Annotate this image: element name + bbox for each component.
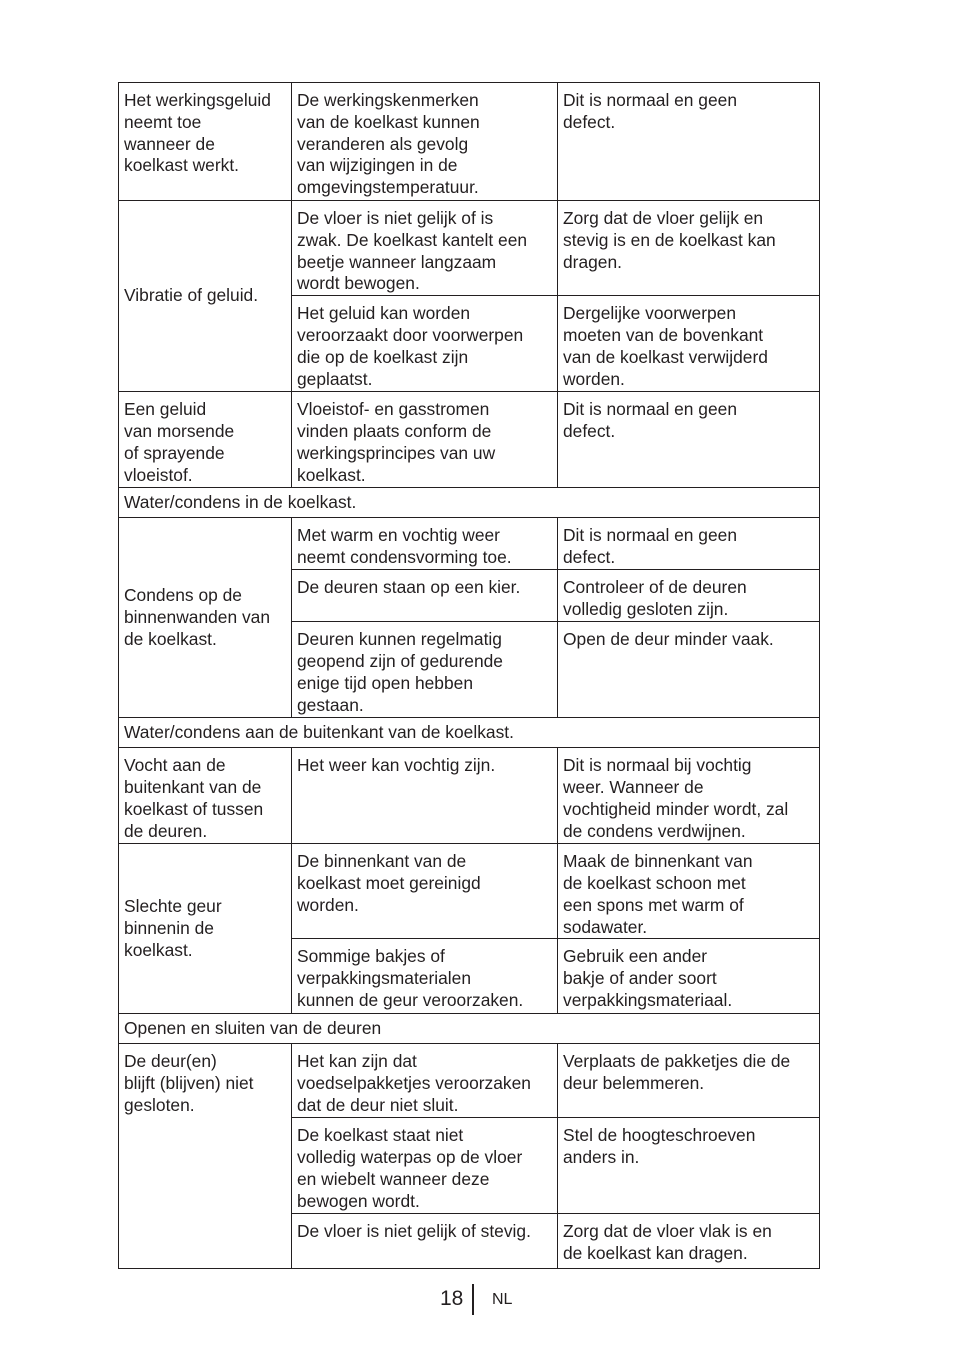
solution-cell (558, 939, 820, 1014)
cause-text: De deuren staan op een kier. (297, 577, 521, 598)
table-row (119, 748, 820, 844)
cause-cell (292, 1044, 558, 1118)
section-header-row (119, 1014, 820, 1044)
solution-text: Controleer of de deuren volledig gesloten zijn. (563, 577, 747, 619)
solution-cell (558, 296, 820, 392)
table-row (119, 844, 820, 939)
problem-cell (119, 201, 292, 392)
solution-cell (558, 518, 820, 570)
solution-text: Zorg dat de vloer vlak is en de koelkast kan dragen. (563, 1221, 772, 1264)
cause-cell (292, 939, 558, 1014)
section-title: Water/condens aan de buitenkant van de koelkast. (124, 722, 514, 743)
problem-text: Vocht aan de buitenkant van de koelkast of tussen de deuren. (124, 755, 264, 841)
cause-text: Deuren kunnen regelmatig geopend zijn of gedurende enige tijd open hebben gestaan. (297, 629, 503, 715)
language-code: NL (492, 1291, 513, 1308)
solution-text: Dit is normaal en geen defect. (563, 90, 737, 132)
problem-text: Condens op de binnenwanden van de koelkast. (124, 584, 271, 649)
cause-cell (292, 83, 558, 201)
cause-text: Het weer kan vochtig zijn. (297, 755, 496, 776)
cause-cell (292, 1214, 558, 1269)
page-number: 18 (440, 1287, 464, 1310)
problem-cell (119, 748, 292, 844)
table-row (119, 1044, 820, 1118)
cause-text: De vloer is niet gelijk of stevig. (297, 1221, 531, 1242)
solution-text: Dit is normaal bij vochtig weer. Wanneer de vochtigheid minder wordt, zal de condens verdwijnen. (563, 755, 789, 841)
solution-text: Dit is normaal en geen defect. (563, 399, 737, 441)
cause-cell (292, 570, 558, 622)
cause-text: De binnenkant van de koelkast moet gereinigd worden. (297, 851, 481, 915)
solution-text: Maak de binnenkant van de koelkast schoon met een spons met warm of sodawater. (563, 851, 753, 937)
solution-text: Stel de hoogteschroeven anders in. (563, 1125, 756, 1168)
problem-text: Vibratie of geluid. (124, 285, 259, 306)
page-footer (0, 1284, 954, 1316)
solution-cell (558, 1214, 820, 1269)
troubleshooting-table (118, 82, 820, 1269)
problem-cell (119, 518, 292, 718)
cause-cell (292, 518, 558, 570)
table-row (119, 392, 820, 488)
cause-cell (292, 844, 558, 939)
problem-text: Een geluid van morsende of sprayende vloeistof. (124, 399, 235, 485)
solution-cell (558, 201, 820, 296)
cause-cell (292, 622, 558, 718)
cause-text: Met warm en vochtig weer neemt condensvorming toe. (297, 525, 512, 567)
table-row (119, 518, 820, 570)
footer-divider (472, 1284, 474, 1315)
section-header-cell (119, 718, 820, 748)
section-header-row (119, 488, 820, 518)
cause-cell (292, 201, 558, 296)
section-title: Openen en sluiten van de deuren (124, 1018, 382, 1039)
solution-cell (558, 844, 820, 939)
problem-text: Het werkingsgeluid neemt toe wanneer de koelkast werkt. (124, 90, 271, 176)
solution-cell (558, 392, 820, 488)
cause-cell (292, 748, 558, 844)
cause-text: Het kan zijn dat voedselpakketjes veroorzaken dat de deur niet sluit. (297, 1051, 531, 1115)
solution-cell (558, 1044, 820, 1118)
problem-cell (119, 392, 292, 488)
cause-cell (292, 1118, 558, 1214)
cause-text: Sommige bakjes of verpakkingsmaterialen kunnen de geur veroorzaken. (297, 946, 524, 1010)
section-header-cell (119, 1014, 820, 1044)
solution-text: Verplaats de pakketjes die de deur belemmeren. (563, 1051, 791, 1094)
solution-text: Dergelijke voorwerpen moeten van de bovenkant van de koelkast verwijderd worden. (563, 303, 768, 389)
problem-cell (119, 844, 292, 1014)
problem-text: De deur(en) blijft (blijven) niet gesloten. (124, 1051, 254, 1115)
cause-cell (292, 296, 558, 392)
cause-text: De vloer is niet gelijk of is zwak. De koelkast kantelt een beetje wanneer langzaam wordt bewogen. (297, 208, 528, 294)
solution-text: Dit is normaal en geen defect. (563, 525, 737, 567)
cause-text: De koelkast staat niet volledig waterpas op de vloer en wiebelt wanneer deze bewogen wordt. (297, 1125, 523, 1211)
table-row (119, 83, 820, 201)
cause-text: Vloeistof- en gasstromen vinden plaats conform de werkingsprincipes van uw koelkast. (297, 399, 496, 485)
cause-text: Het geluid kan worden veroorzaakt door voorwerpen die op de koelkast zijn geplaatst. (297, 303, 524, 389)
problem-cell (119, 83, 292, 201)
cause-text: De werkingskenmerken van de koelkast kunnen veranderen als gevolg van wijzigingen in de omgevingstemperatuur. (297, 90, 480, 198)
solution-cell (558, 570, 820, 622)
solution-cell (558, 83, 820, 201)
solution-cell (558, 622, 820, 718)
section-header-row (119, 718, 820, 748)
solution-text: Zorg dat de vloer gelijk en stevig is en de koelkast kan dragen. (563, 208, 776, 272)
cause-cell (292, 392, 558, 488)
problem-text: Slechte geur binnenin de koelkast. (124, 896, 222, 960)
problem-cell (119, 1044, 292, 1269)
solution-text: Open de deur minder vaak. (563, 629, 774, 650)
table-row (119, 201, 820, 296)
solution-cell (558, 1118, 820, 1214)
solution-text: Gebruik een ander bakje of ander soort verpakkingsmateriaal. (563, 946, 733, 1010)
section-header-cell (119, 488, 820, 518)
section-title: Water/condens in de koelkast. (124, 492, 357, 513)
solution-cell (558, 748, 820, 844)
